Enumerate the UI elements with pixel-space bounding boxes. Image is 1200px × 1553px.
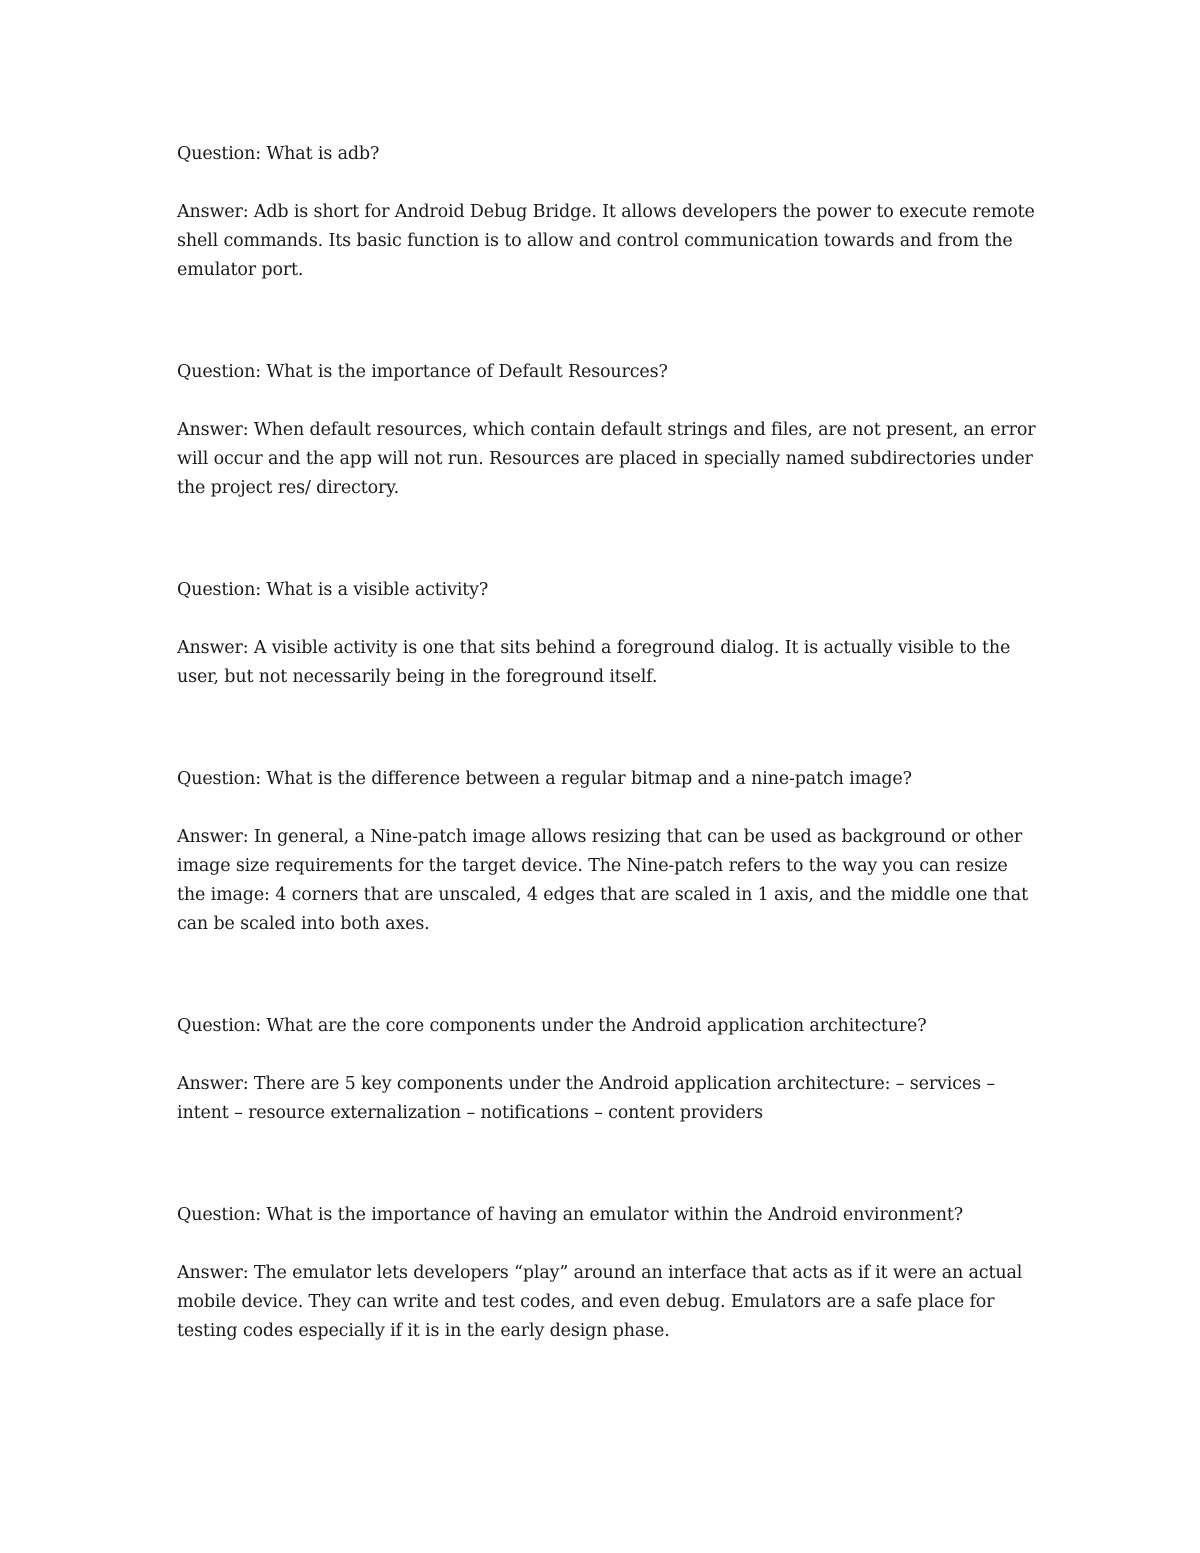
question-text: Question: What is the difference between a regular bitmap and a nine-patch image? — [177, 769, 912, 789]
document-body — [177, 140, 1037, 1419]
qa-block — [177, 576, 1037, 692]
qa-block — [177, 358, 1037, 503]
answer-text: Answer: Adb is short for Android Debug Bridge. It allows developers the power to execute remote shell commands. Its basic function is to allow and control communication towards and from the emulator port. — [177, 202, 1035, 280]
question-text: Question: What is the importance of Default Resources? — [177, 362, 668, 382]
answer-text: Answer: When default resources, which contain default strings and files, are not present, an error will occur and the app will not run. Resources are placed in specially named subdirectories under the project res/ directory. — [177, 420, 1036, 498]
question-text: Question: What is a visible activity? — [177, 580, 489, 600]
qa-block — [177, 1201, 1037, 1346]
answer-text: Answer: In general, a Nine-patch image allows resizing that can be used as background or other image size requirements for the target device. The Nine-patch refers to the way you can resize the image: 4 corners that are unscaled, 4 edges that are scaled in 1 axis, and the middle one that can be scaled into both axes. — [177, 827, 1028, 934]
answer-text: Answer: The emulator lets developers “play” around an interface that acts as if it were an actual mobile device. They can write and test codes, and even debug. Emulators are a safe place for testing codes especially if it is in the early design phase. — [177, 1263, 1023, 1341]
qa-block — [177, 1012, 1037, 1128]
question-text: Question: What are the core components under the Android application architecture? — [177, 1016, 927, 1036]
qa-block — [177, 765, 1037, 939]
qa-block — [177, 140, 1037, 285]
question-text: Question: What is adb? — [177, 144, 380, 164]
answer-text: Answer: There are 5 key components under the Android application architecture: – services – intent – resource externalization – notifications – content providers — [177, 1074, 995, 1123]
answer-text: Answer: A visible activity is one that sits behind a foreground dialog. It is actually visible to the user, but not necessarily being in the foreground itself. — [177, 638, 1011, 687]
question-text: Question: What is the importance of having an emulator within the Android environment? — [177, 1205, 963, 1225]
